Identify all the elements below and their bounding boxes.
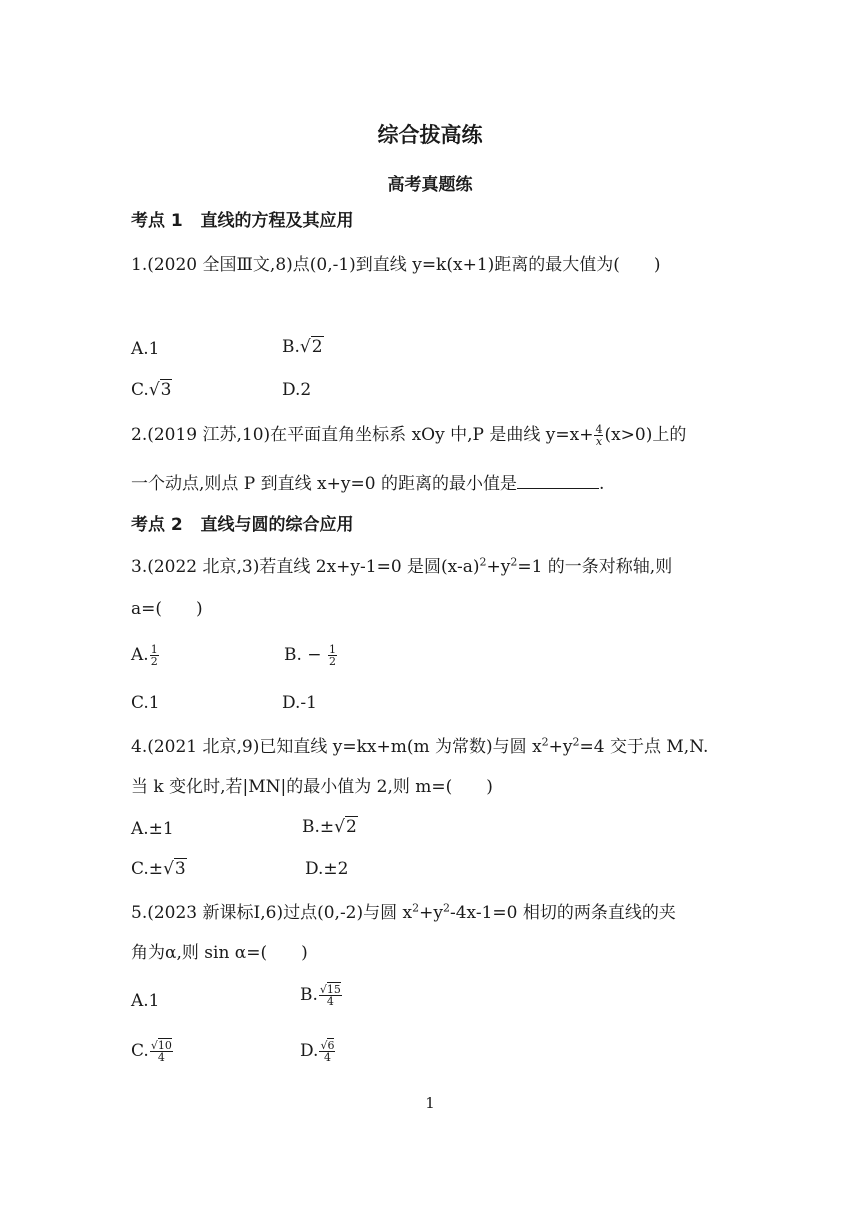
q3-option-b: B. − $\frac{1}{2}$ xyxy=(284,643,336,668)
q5-option-d: D. $\frac{√6}{4}$ xyxy=(300,1039,335,1064)
q4-option-c: C.±√3 xyxy=(131,859,186,879)
section-label: 考点 1 xyxy=(131,211,183,231)
question-3-text-line2: a=( ) xyxy=(131,599,203,619)
q5-option-a: A.1 xyxy=(131,991,160,1011)
q4-option-b: B.±√2 xyxy=(302,817,357,837)
question-1-text: 1.(2020 全国Ⅲ文,8)点(0,-1)到直线 y=k(x+1)距离的最大值为( ) xyxy=(131,255,661,275)
question-5-text: 5.(2023 新课标Ⅰ,6)过点(0,-2)与圆 $x^2+y^2-4x-1=0$ 相切的两条直线的夹 xyxy=(131,901,676,923)
question-5-text-line2: 角为α,则 sin α=( ) xyxy=(131,943,308,963)
q5-option-b: B. $\frac{√15}{4}$ xyxy=(300,983,341,1008)
section-heading-1 xyxy=(131,210,354,232)
answer-blank[interactable] xyxy=(517,472,599,489)
q3-option-c: C.1 xyxy=(131,693,160,713)
question-4-text-line2: 当 k 变化时,若|MN|的最小值为 2,则 m=( ) xyxy=(131,777,493,797)
section-title: 直线的方程及其应用 xyxy=(200,211,354,231)
q1-option-b: B.√2 xyxy=(282,337,323,357)
q1-option-a: A.1 xyxy=(131,339,160,359)
section-heading-2 xyxy=(131,514,354,536)
q3-option-a: A. $\frac{1}{2}$ xyxy=(131,643,158,668)
page-title: 综合拔高练 xyxy=(377,123,483,147)
q1-option-c: C.√3 xyxy=(131,380,172,400)
q5-option-c: C. $\frac{√10}{4}$ xyxy=(131,1039,172,1064)
section-label: 考点 2 xyxy=(131,515,183,535)
page-number: 1 xyxy=(425,1094,435,1112)
question-3-text: 3.(2022 北京,3)若直线 2x+y-1=0 是圆$(x-a)^2+y^2=1$ 的一条对称轴,则 xyxy=(131,555,673,577)
question-4-text: 4.(2021 北京,9)已知直线 y=kx+m(m 为常数)与圆 $x^2+y^2=4$ 交于点 M,N. xyxy=(131,735,709,757)
page-subtitle: 高考真题练 xyxy=(387,175,473,195)
question-2-text: 2.(2019 江苏,10)在平面直角坐标系 xOy 中,P 是曲线 y=x+ $\frac{4}{x}$ (x>0)上的 xyxy=(131,423,687,448)
q1-option-d: D.2 xyxy=(282,380,312,400)
q4-option-d: D.±2 xyxy=(305,859,349,879)
q3-option-d: D.-1 xyxy=(282,693,317,713)
q4-option-a: A.±1 xyxy=(131,819,174,839)
question-2-text-line2: 一个动点,则点 P 到直线 x+y=0 的距离的最小值是 . xyxy=(131,474,605,494)
fraction: $\frac{4}{x}$ xyxy=(595,423,603,448)
section-title: 直线与圆的综合应用 xyxy=(200,515,354,535)
